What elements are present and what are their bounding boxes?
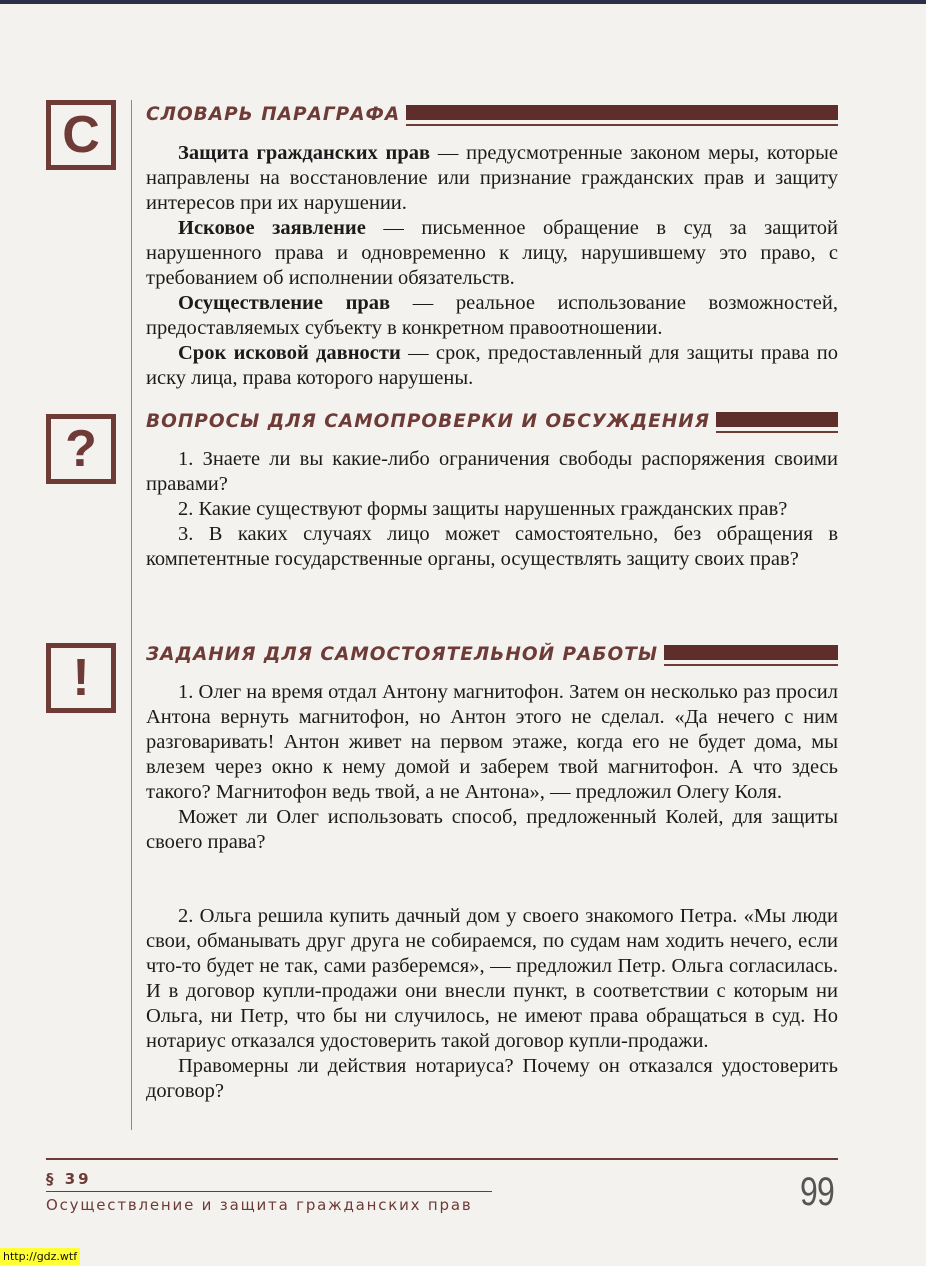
- footer-sub-rule: [46, 1191, 492, 1192]
- footer-rule: [46, 1158, 838, 1160]
- glossary-heading: СЛОВАРЬ ПАРАГРАФА: [146, 104, 406, 126]
- glossary-term: Исковое заявление: [178, 217, 366, 239]
- question-item: 2. Какие существуют формы защиты нарушенных гражданских прав?: [178, 498, 788, 520]
- task-1-body: [146, 680, 838, 855]
- glossary-definition: — срок, предоставленный для защиты права по иску лица, права которого нарушены.: [146, 342, 839, 389]
- glossary-term: Срок исковой давности: [178, 342, 401, 364]
- footer-chapter-title: Осуществление и защита гражданских прав: [46, 1196, 473, 1214]
- glossary-body: [146, 141, 838, 391]
- task-text: 2. Ольга решила купить дачный дом у своего знакомого Петра. «Мы люди свои, обманывать друг друга не собираемся, по судам нам ходить нечего, если что-то будет не так, сами разберемся», — предложил Петр. Ольга согласилась. И в договор купли-продажи они внесли пункт, в соответствии с которым ни Ольга, ни Петр, что бы ни случилось, не имеют права обращаться в суд. Но нотариус отказался удостоверить такой договор купли-продажи.: [146, 905, 838, 1052]
- glossary-heading-bar: [146, 104, 838, 128]
- tasks-heading: ЗАДАНИЯ ДЛЯ САМОСТОЯТЕЛЬНОЙ РАБОТЫ: [146, 644, 664, 666]
- glossary-entry: [146, 216, 838, 291]
- glossary-definition: — реальное использование возможностей, предоставляемых субъекту в конкретном правоотношении.: [146, 292, 838, 339]
- task-question: Может ли Олег использовать способ, предложенный Колей, для защиты своего права?: [146, 806, 838, 853]
- glossary-term: Защита гражданских прав: [178, 142, 431, 164]
- tasks-heading-bar: [146, 644, 838, 668]
- glossary-entry: [146, 341, 838, 391]
- margin-divider: [131, 100, 132, 1130]
- footer-section-number: § 39: [46, 1170, 92, 1188]
- question-mark-icon: ?: [46, 414, 116, 484]
- question-item: 3. В каких случаях лицо может самостоятельно, без обращения в компетентные государственные органы, осуществлять защиту своих прав?: [146, 523, 838, 570]
- glossary-icon: C: [46, 100, 116, 170]
- glossary-definition: — письменное обращение в суд за защитой нарушенного права и одновременно к лицу, нарушившему это право, с требованием об исполнении обязательств.: [146, 217, 838, 289]
- glossary-term: Осуществление прав: [178, 292, 391, 314]
- glossary-entry: [146, 141, 838, 216]
- exclamation-icon: !: [46, 643, 116, 713]
- watermark-link[interactable]: http://gdz.wtf: [0, 1248, 80, 1265]
- questions-body: [146, 447, 838, 572]
- top-edge-bar: [0, 0, 926, 4]
- task-2-body: [146, 904, 838, 1104]
- glossary-definition: — предусмотренные законом меры, которые направлены на восстановление или признание гражданских прав и защиту интересов при их нарушении.: [146, 142, 838, 214]
- task-text: 1. Олег на время отдал Антону магнитофон. Затем он несколько раз просил Антона вернуть магнитофон, но Антон этого не сделал. «Да нечего с ним разговаривать! Антон живет на первом этаже, когда его не будет дома, мы влезем через окно к нему домой и заберем твой магнитофон. А что здесь такого? Магнитофон ведь твой, а не Антона», — предложил Олегу Коля.: [146, 681, 838, 803]
- questions-heading: ВОПРОСЫ ДЛЯ САМОПРОВЕРКИ И ОБСУЖДЕНИЯ: [146, 411, 716, 433]
- page-number: 99: [800, 1170, 834, 1214]
- questions-heading-bar: [146, 411, 838, 435]
- glossary-entry: [146, 291, 838, 341]
- question-item: 1. Знаете ли вы какие-либо ограничения свободы распоряжения своими правами?: [146, 448, 838, 495]
- task-question: Правомерны ли действия нотариуса? Почему он отказался удостоверить договор?: [146, 1055, 838, 1102]
